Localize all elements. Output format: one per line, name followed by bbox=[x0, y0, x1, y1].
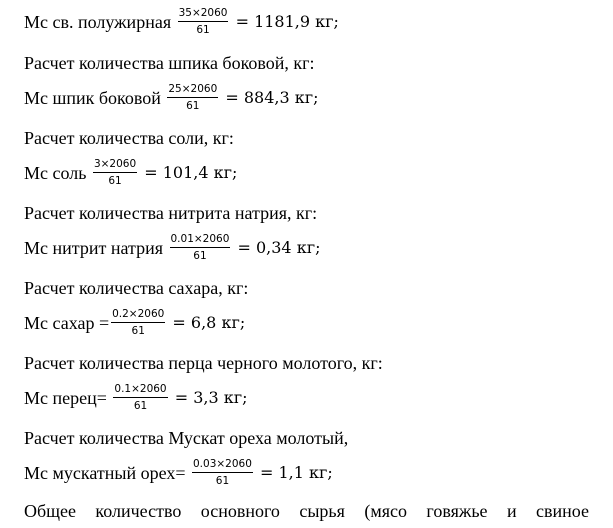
word: говяжье bbox=[426, 501, 488, 521]
calc-label: Мс св. полужирная bbox=[24, 12, 176, 32]
calc-result: = 101,4 кг; bbox=[139, 163, 238, 182]
fraction-numerator: 0.01×2060 bbox=[170, 233, 231, 248]
fraction-denominator: 61 bbox=[108, 175, 122, 187]
calc-line-sol bbox=[24, 151, 237, 195]
word: основного bbox=[200, 501, 280, 521]
heading-muskat: Расчет количества Мускат ореха молотый, bbox=[24, 428, 349, 448]
fraction bbox=[178, 7, 229, 37]
calc-label: Мс шпик боковой bbox=[24, 88, 166, 108]
fraction bbox=[192, 458, 253, 488]
fraction bbox=[111, 308, 165, 338]
fraction-denominator: 61 bbox=[186, 100, 200, 112]
calc-line-svinina bbox=[24, 0, 339, 44]
calc-label: Мс соль bbox=[24, 163, 91, 183]
calc-line-sahar bbox=[24, 301, 245, 345]
fraction bbox=[113, 383, 167, 413]
fraction-numerator: 35×2060 bbox=[178, 7, 229, 22]
fraction-numerator: 0.2×2060 bbox=[111, 308, 165, 323]
fraction-numerator: 3×2060 bbox=[93, 158, 137, 173]
fraction-numerator: 25×2060 bbox=[167, 83, 218, 98]
fraction-denominator: 61 bbox=[131, 325, 145, 337]
fraction-numerator: 0.1×2060 bbox=[113, 383, 167, 398]
calc-result: = 884,3 кг; bbox=[220, 88, 319, 107]
heading-sol: Расчет количества соли, кг: bbox=[24, 128, 234, 148]
calc-result: = 6,8 кг; bbox=[167, 313, 246, 332]
word: количество bbox=[95, 501, 182, 521]
fraction bbox=[93, 158, 137, 188]
fraction-denominator: 61 bbox=[215, 475, 230, 487]
fraction-denominator: 61 bbox=[133, 400, 148, 412]
calc-line-perec bbox=[24, 376, 248, 420]
calc-result: = 1,1 кг; bbox=[254, 463, 333, 482]
fraction-numerator: 0.03×2060 bbox=[192, 458, 253, 473]
word: свиное bbox=[536, 501, 589, 521]
calc-line-shpik bbox=[24, 76, 319, 120]
word: и bbox=[506, 501, 517, 521]
fraction bbox=[170, 233, 231, 263]
calc-label: Мс сахар = bbox=[24, 313, 110, 333]
fraction-denominator: 61 bbox=[196, 24, 210, 36]
fraction bbox=[167, 83, 218, 113]
heading-perec: Расчет количества перца черного молотого, кг: bbox=[24, 353, 383, 373]
heading-sahar: Расчет количества сахара, кг: bbox=[24, 278, 249, 298]
paragraph-total bbox=[24, 500, 589, 522]
calc-label: Мс мускатный орех= bbox=[24, 463, 190, 483]
calc-result: = 3,3 кг; bbox=[169, 388, 248, 407]
word: сырья bbox=[299, 501, 345, 521]
word: Общее bbox=[24, 501, 76, 521]
calc-label: Мс перец= bbox=[24, 388, 112, 408]
heading-shpik: Расчет количества шпика боковой, кг: bbox=[24, 53, 315, 73]
word: (мясо bbox=[364, 501, 407, 521]
calc-line-muskat bbox=[24, 451, 333, 495]
calc-result: = 1181,9 кг; bbox=[230, 12, 339, 31]
heading-nitrit: Расчет количества нитрита натрия, кг: bbox=[24, 203, 318, 223]
fraction-denominator: 61 bbox=[193, 250, 207, 262]
calc-label: Мс нитрит натрия bbox=[24, 238, 168, 258]
calc-line-nitrit bbox=[24, 226, 320, 270]
calc-result: = 0,34 кг; bbox=[232, 238, 321, 257]
